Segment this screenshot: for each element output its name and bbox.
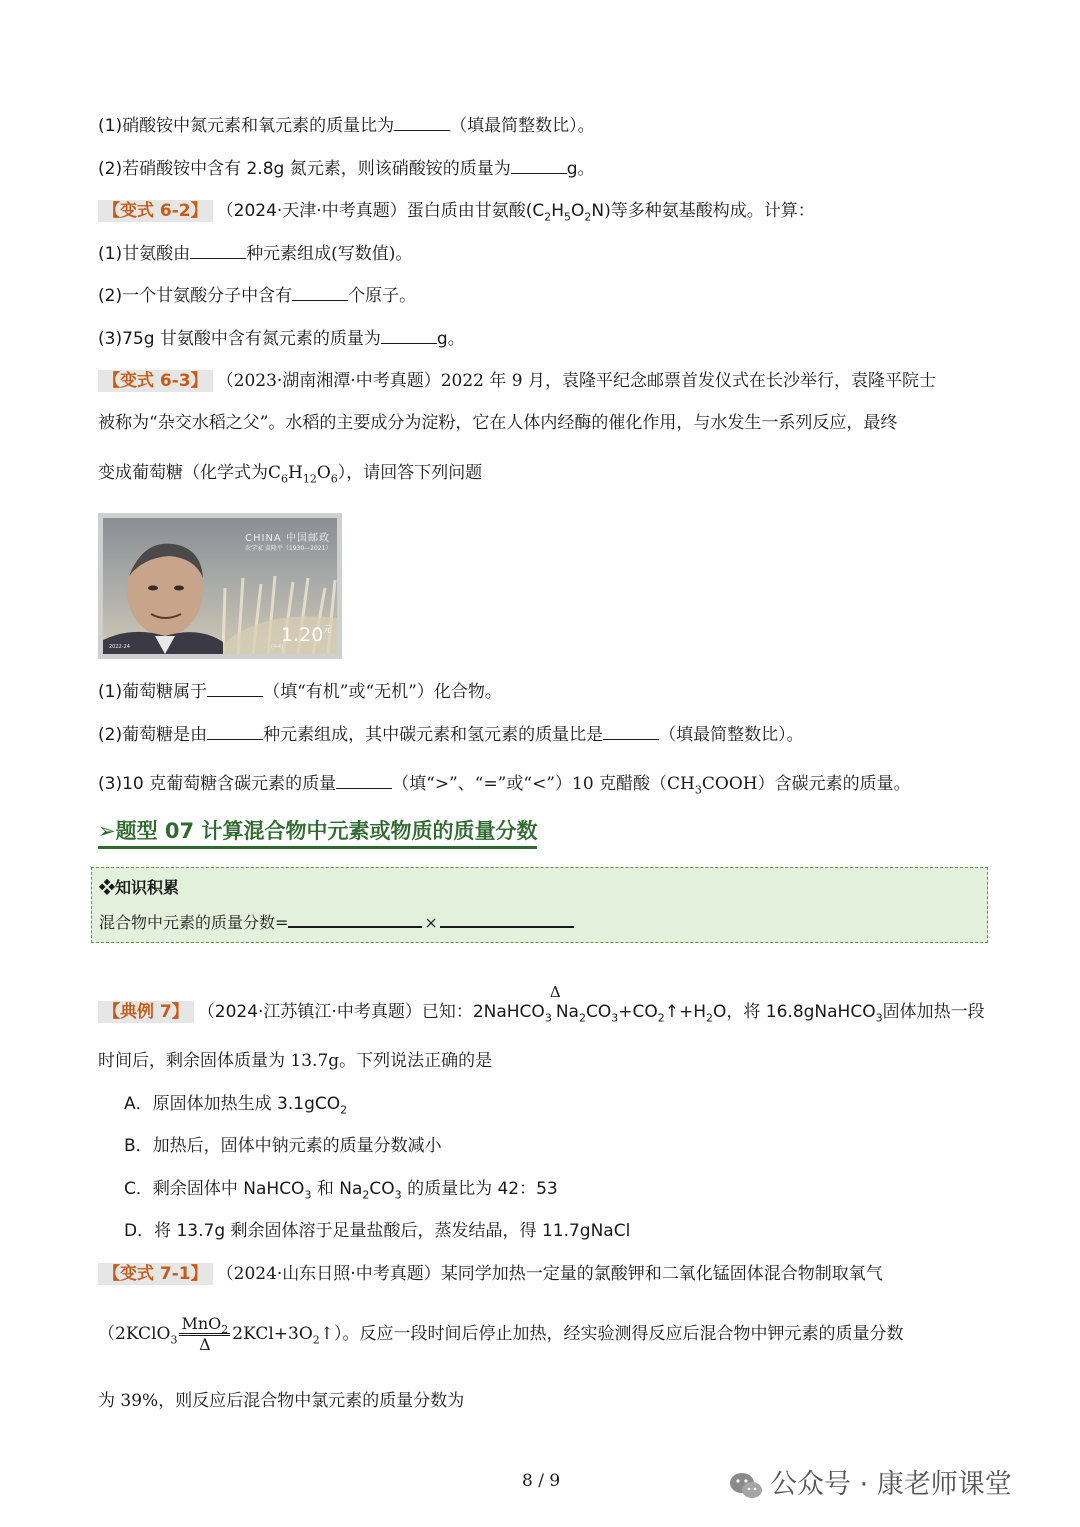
answer-blank — [511, 159, 567, 174]
q6-3-p3-mid: （填“>”、“=”或“<”）10 克醋酸（ — [392, 774, 668, 794]
q6-2-part2 — [98, 285, 416, 307]
formula-sub: 2 — [312, 1333, 320, 1347]
q6-3-p2-mid: 种元素组成，其中碳元素和氢元素的质量比是 — [263, 725, 604, 745]
knowledge-formula-text: 混合物中元素的质量分数= — [99, 913, 289, 932]
q7-1-reactant: （2KClO — [98, 1324, 171, 1344]
answer-blank — [190, 244, 246, 259]
q6-3-part3 — [98, 773, 911, 795]
ex7-line1-pre: （2024·江苏镇江·中考真题）已知：2NaHCO — [197, 1002, 545, 1022]
watermark — [728, 1462, 1012, 1501]
q6-3-p3-pre: (3)10 克葡萄糖含碳元素的质量 — [98, 774, 337, 794]
formula-sub: 3 — [170, 1333, 178, 1347]
formula-sub: 2 — [340, 1103, 348, 1117]
ex7-line1 — [98, 983, 985, 1025]
acetic-acid-formula — [667, 774, 758, 797]
formula-sub: 2 — [578, 1011, 586, 1025]
question-tag: 【变式 7-1】 — [98, 1263, 213, 1285]
q6-1-p2-post: g。 — [566, 159, 595, 179]
formula-cooh: COOH — [701, 774, 758, 794]
delta-symbol: Δ — [549, 983, 561, 1001]
page-number: 8 / 9 — [522, 1471, 561, 1491]
formula-sub: 2 — [706, 1011, 713, 1025]
reaction-condition — [179, 1315, 230, 1354]
formula-o: O — [571, 201, 585, 221]
wechat-icon — [728, 1471, 764, 1501]
q6-1-p2-pre: (2)若硝酸铵中含有 2.8g 氮元素，则该硝酸铵的质量为 — [98, 159, 511, 179]
formula-sub: 6 — [281, 472, 289, 486]
watermark-text: 公众号 · 康老师课堂 — [770, 1469, 1012, 1500]
q6-2-part1 — [98, 243, 412, 265]
stamp-caption: 农学家 袁隆平（1930—2021） — [245, 545, 332, 552]
q6-3-part2 — [98, 724, 804, 746]
q6-2-intro-post: )等多种氨基酸构成。计算： — [604, 201, 815, 221]
catalyst-label — [179, 1315, 230, 1336]
formula-n: N — [591, 201, 605, 221]
catalyst-mno: MnO — [181, 1314, 222, 1333]
formula-sub: 2 — [657, 1011, 665, 1025]
delta-symbol: Δ — [199, 1335, 211, 1354]
stamp-value — [281, 624, 331, 646]
q6-3-line3 — [98, 462, 482, 484]
answer-blank — [440, 912, 574, 928]
q6-2-intro-text: （2024·天津·中考真题）蛋白质由甘氨酸( — [216, 201, 533, 221]
formula-h: H — [288, 463, 303, 483]
ex7-line2 — [98, 1050, 492, 1072]
answer-blank — [207, 725, 263, 740]
q7-1-line1-text: （2024·山东日照·中考真题）某同学加热一定量的氯酸钾和二氧化锰固体混合物制取氧气 — [216, 1264, 883, 1284]
formula-ch: CH — [667, 774, 695, 794]
ex7-option-d: D．将 13.7g 剩余固体溶于足量盐酸后，蒸发结晶，得 11.7gNaCl — [124, 1221, 631, 1241]
formula-sub: 2 — [584, 210, 592, 224]
answer-blank — [336, 774, 392, 789]
q6-2-p3-pre: (3)75g 甘氨酸中含有氮元素的质量为 — [98, 329, 381, 349]
formula-sub: 3 — [694, 783, 702, 797]
formula-sub: 3 — [611, 1011, 619, 1025]
answer-blank — [603, 725, 659, 740]
ex7-line1-tail: 固体加热一段 — [882, 1002, 985, 1022]
formula-c: C — [268, 463, 282, 483]
q7-1-line1 — [98, 1263, 883, 1285]
q6-1-part2 — [98, 158, 595, 180]
ex7-line2-text: 时间后，剩余固体质量为 13.7g。下列说法正确的是 — [98, 1051, 493, 1071]
formula-sub: 12 — [302, 472, 317, 486]
ex7-option-c — [124, 1178, 558, 1200]
q6-2-p1-pre: (1)甘氨酸由 — [98, 244, 191, 264]
q7-1-line2-post: ↑）。反应一段时间后停止加热，经实验测得反应后混合物中钾元素的质量分数 — [319, 1324, 904, 1344]
knowledge-formula — [99, 910, 574, 933]
q6-3-line1-text: （2023·湖南湘潭·中考真题）2022 年 9 月，袁隆平纪念邮票首发仪式在长沙举行，袁隆平院士 — [216, 371, 937, 391]
formula-h: ↑+H — [664, 1002, 706, 1022]
stamp-country: CHINA 中国邮政 — [245, 533, 330, 544]
q6-3-line1 — [98, 370, 936, 392]
formula-co: CO — [585, 1002, 612, 1022]
knowledge-box — [91, 867, 988, 943]
formula-co2: +CO — [618, 1002, 658, 1022]
answer-blank — [394, 116, 450, 131]
knowledge-title: ❖知识积累 — [99, 878, 180, 897]
q6-1-part1 — [98, 115, 595, 137]
q6-3-line3-pre: 变成葡萄糖（化学式为 — [98, 463, 268, 483]
section-title: ➢题型 07 计算混合物中元素或物质的质量分数 — [98, 817, 537, 849]
formula-sub: 2 — [221, 1323, 229, 1337]
option-c-pre: C．剩余固体中 NaHCO — [124, 1179, 305, 1199]
question-tag: 【变式 6-2】 — [98, 200, 213, 222]
formula-sub: 5 — [564, 210, 572, 224]
formula-sub: 6 — [330, 472, 338, 486]
formula-sub: 3 — [304, 1188, 312, 1202]
stamp-code-left: 2022-24 — [109, 644, 130, 650]
ex7-line1-end: O，将 16.8gNaHCO — [713, 1002, 876, 1022]
formula-sub: 2 — [362, 1188, 370, 1202]
ex7-products — [555, 1002, 883, 1025]
q6-3-p1-pre: (1)葡萄糖属于 — [98, 682, 208, 702]
q6-3-line3-post: ），请回答下列问题 — [337, 463, 483, 483]
formula-o: O — [316, 463, 331, 483]
question-tag: 【变式 6-3】 — [98, 370, 213, 392]
q6-3-line2: 被称为“杂交水稻之父”。水稻的主要成分为淀粉，它在人体内经酶的催化作用，与水发生一系列反应，最终 — [98, 413, 898, 433]
stamp-value-number: 1.20 — [281, 624, 324, 646]
times-sign: × — [424, 913, 438, 932]
glucose-formula — [268, 463, 338, 486]
q6-2-p1-post: 种元素组成(写数值)。 — [246, 244, 413, 264]
q6-1-p1-pre: (1)硝酸铵中氮元素和氧元素的质量比为 — [98, 116, 395, 136]
stamp-code-right: (4-4) — [271, 644, 284, 650]
q6-2-p3-post: g。 — [436, 329, 465, 349]
q7-1-line3: 为 39%，则反应后混合物中氯元素的质量分数为 — [98, 1391, 465, 1411]
option-c-post: 的质量比为 42：53 — [401, 1179, 558, 1199]
answer-blank — [207, 682, 263, 697]
formula-c: C — [532, 201, 545, 221]
q6-2-intro — [98, 200, 815, 222]
q7-1-product: 2KCl+3O — [232, 1324, 313, 1344]
formula-na: Na — [555, 1002, 579, 1022]
option-a-text: A．原固体加热生成 3.1gCO — [124, 1094, 341, 1114]
reaction-arrow — [549, 983, 561, 1023]
answer-blank — [381, 329, 437, 344]
ex7-option-a — [124, 1093, 347, 1115]
q6-3-p2-post: （填最简整数比）。 — [659, 725, 804, 745]
q6-2-p2-pre: (2)一个甘氨酸分子中含有 — [98, 286, 293, 306]
ex7-option-b: B．加热后，固体中钠元素的质量分数减小 — [124, 1136, 442, 1156]
formula-co: CO — [369, 1179, 395, 1199]
stamp-value-unit: 元 — [323, 625, 332, 634]
glycine-formula — [532, 201, 605, 224]
q6-2-part3 — [98, 328, 465, 350]
q7-1-line2 — [98, 1312, 904, 1356]
question-tag: 【典例 7】 — [98, 1001, 194, 1023]
q6-2-p2-post: 个原子。 — [348, 286, 417, 306]
answer-blank — [292, 286, 348, 301]
q6-3-p3-post: ）含碳元素的质量。 — [757, 774, 911, 794]
formula-sub: 3 — [875, 1011, 883, 1025]
formula-sub: 2 — [544, 210, 552, 224]
formula-sub: 3 — [544, 1011, 552, 1025]
answer-blank — [288, 912, 422, 928]
q6-3-p2-pre: (2)葡萄糖是由 — [98, 725, 208, 745]
formula-sub: 3 — [394, 1188, 402, 1202]
q6-3-p1-post: （填“有机”或“无机”）化合物。 — [263, 682, 502, 702]
option-c-mid: 和 Na — [311, 1179, 363, 1199]
formula-h: H — [551, 201, 565, 221]
q6-1-p1-post: （填最简整数比）。 — [450, 116, 595, 136]
q6-3-part1 — [98, 681, 502, 703]
stamp-image — [98, 513, 342, 659]
